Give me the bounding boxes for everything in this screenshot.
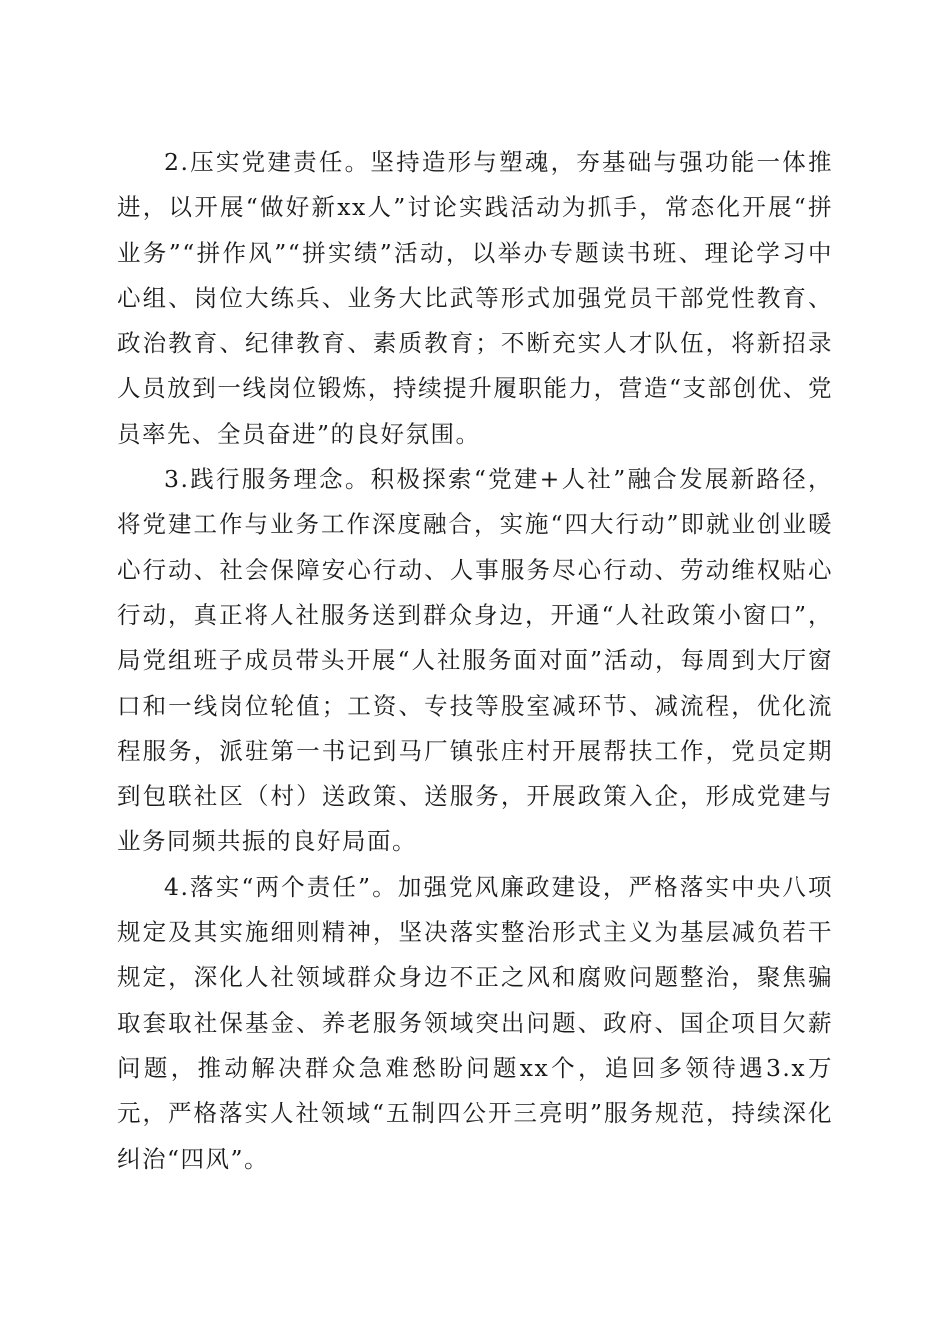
paragraph-service-concept: 3.践行服务理念。积极探索“党建+人社”融合发展新路径，将党建工作与业务工作深度融合，实施“四大行动”即就业创业暖心行动、社会保障安心行动、人事服务尽心行动、劳动维权贴心行动，真正将人社服务送到群众身边，开通“人社政策小窗口”，局党组班子成员带头开展“人社服务面对面”活动，每周到大厅窗口和一线岗位轮值；工资、专技等股室减环节、减流程，优化流程服务，派驻第一书记到马厂镇张庄村开展帮扶工作，党员定期到包联社区（村）送政策、送服务，开展政策入企，形成党建与业务同频共振的良好局面。 [117,465,833,856]
document-body [117,140,833,1182]
paragraph-two-responsibilities: 4.落实“两个责任”。加强党风廉政建设，严格落实中央八项规定及其实施细则精神，坚决落实整治形式主义为基层减负若干规定，深化人社领域群众身边不正之风和腐败问题整治，聚焦骗取套取社保基金、养老服务领域突出问题、政府、国企项目欠薪问题，推动解决群众急难愁盼问题xx个，追回多领待遇3.x万元，严格落实人社领域“五制四公开三亮明”服务规范，持续深化纠治“四风”。 [117,872,833,1173]
paragraph-party-building-responsibility: 2.压实党建责任。坚持造形与塑魂，夯基础与强功能一体推进，以开展“做好新xx人”讨论实践活动为抓手，常态化开展“拼业务”“拼作风”“拼实绩”活动，以举办专题读书班、理论学习中心组、岗位大练兵、业务大比武等形式加强党员干部党性教育、政治教育、纪律教育、素质教育；不断充实人才队伍，将新招录人员放到一线岗位锻炼，持续提升履职能力，营造“支部创优、党员率先、全员奋进”的良好氛围。 [117,148,833,448]
